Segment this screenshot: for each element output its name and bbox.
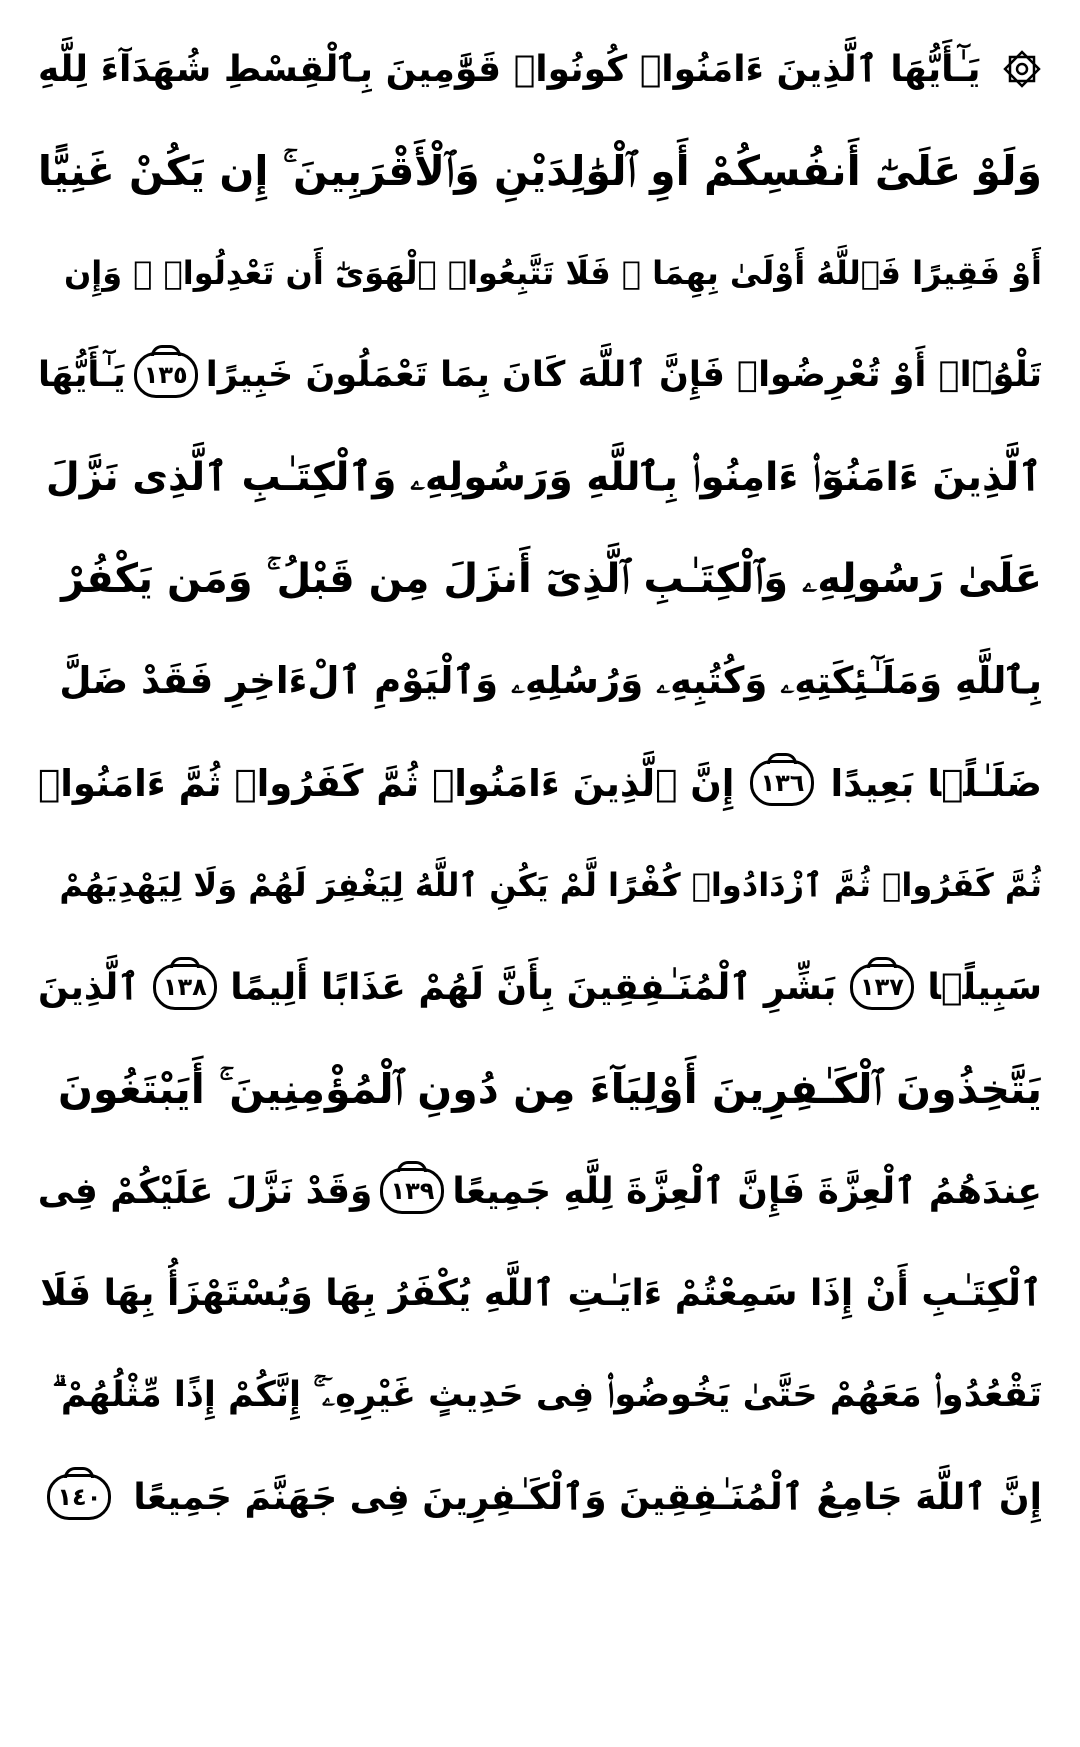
text-line [38, 1344, 1042, 1446]
ayah-number-marker: ١٣٩ [380, 1168, 444, 1214]
text-line [38, 222, 1042, 324]
text-line [38, 936, 1042, 1038]
ayah-number-marker: ١٣٧ [850, 964, 914, 1010]
verse-text: يَتَّخِذُونَ ٱلْكَـٰفِرِينَ أَوْلِيَآءَ مِن دُونِ ٱلْمُؤْمِنِينَ ۚ أَيَبْتَغُونَ [58, 1064, 1042, 1113]
text-line [38, 1446, 1042, 1548]
verse-text: يَـٰٓأَيُّهَا [38, 355, 126, 395]
verse-text: يَـٰٓأَيُّهَا ٱلَّذِينَ ءَامَنُوا۟ كُونُوا۟ قَوَّٰمِينَ بِٱلْقِسْطِ شُهَدَآءَ لِلَّهِ [38, 48, 981, 90]
rub-el-hizb-icon [1002, 49, 1042, 89]
verse-text: وَلَوْ عَلَىٰٓ أَنفُسِكُمْ أَوِ ٱلْوَٰلِدَيْنِ وَٱلْأَقْرَبِينَ ۚ إِن يَكُنْ غَنِيًّا [38, 146, 1042, 195]
verse-text: تَلْوُۥٓا۟ أَوْ تُعْرِضُوا۟ فَإِنَّ ٱللَّهَ كَانَ بِمَا تَعْمَلُونَ خَبِيرًا [205, 355, 1042, 395]
verse-text: عِندَهُمُ ٱلْعِزَّةَ فَإِنَّ ٱلْعِزَّةَ لِلَّهِ جَمِيعًا [452, 1170, 1042, 1212]
verse-text: ٱلَّذِينَ [38, 966, 140, 1008]
text-line [38, 18, 1042, 120]
verse-text: أَوْ فَقِيرًا فَٱللَّهُ أَوْلَىٰ بِهِمَا ۖ فَلَا تَتَّبِعُوا۟ ٱلْهَوَىٰٓ أَن تَعْدِلُوا۟ ۚ وَإِن [63, 254, 1042, 292]
text-line [38, 732, 1042, 834]
verse-text: سَبِيلًۢا [927, 966, 1042, 1008]
ayah-number-marker: ١٤٠ [47, 1474, 111, 1520]
verse-text: وَقَدْ نَزَّلَ عَلَيْكُمْ فِى [38, 1170, 373, 1212]
ayah-number-marker: ١٣٥ [134, 352, 198, 398]
text-line [38, 1140, 1042, 1242]
verse-text: عَلَىٰ رَسُولِهِۦ وَٱلْكِتَـٰبِ ٱلَّذِىٓ أَنزَلَ مِن قَبْلُ ۚ وَمَن يَكْفُرْ [61, 556, 1042, 602]
text-line [38, 1242, 1042, 1344]
verse-text: ثُمَّ كَفَرُوا۟ ثُمَّ ٱزْدَادُوا۟ كُفْرًا لَّمْ يَكُنِ ٱللَّهُ لِيَغْفِرَ لَهُمْ وَلَا لِيَهْدِيَهُمْ [59, 866, 1042, 904]
verse-text: بَشِّرِ ٱلْمُنَـٰفِقِينَ بِأَنَّ لَهُمْ عَذَابًا أَلِيمًا [230, 966, 837, 1008]
verse-text: بِٱللَّهِ وَمَلَـٰٓئِكَتِهِۦ وَكُتُبِهِۦ وَرُسُلِهِۦ وَٱلْيَوْمِ ٱلْءَاخِرِ فَقَدْ ضَلَّ [59, 659, 1042, 702]
text-line [38, 528, 1042, 630]
verse-text: ٱلْكِتَـٰبِ أَنْ إِذَا سَمِعْتُمْ ءَايَـٰتِ ٱللَّهِ يُكْفَرُ بِهَا وَيُسْتَهْزَأُ بِهَا فَلَا [40, 1272, 1042, 1314]
verse-text: ٱلَّذِينَ ءَامَنُوٓا۟ ءَامِنُوا۟ بِٱللَّهِ وَرَسُولِهِۦ وَٱلْكِتَـٰبِ ٱلَّذِى نَزَّلَ [45, 454, 1042, 500]
text-line [38, 120, 1042, 222]
text-line [38, 1038, 1042, 1140]
ayah-number-marker: ١٣٨ [153, 964, 217, 1010]
text-line [38, 630, 1042, 732]
verse-text: إِنَّ ٱلَّذِينَ ءَامَنُوا۟ ثُمَّ كَفَرُوا۟ ثُمَّ ءَامَنُوا۟ [38, 761, 735, 805]
text-line [38, 426, 1042, 528]
verse-text: إِنَّ ٱللَّهَ جَامِعُ ٱلْمُنَـٰفِقِينَ وَٱلْكَـٰفِرِينَ فِى جَهَنَّمَ جَمِيعًا [133, 1476, 1042, 1518]
verse-text: ضَلَـٰلًۢا بَعِيدًا [830, 761, 1042, 805]
ayah-number-marker: ١٣٦ [750, 760, 814, 806]
text-line [38, 834, 1042, 936]
text-line [38, 324, 1042, 426]
verse-lines [38, 18, 1042, 1548]
verse-text: تَقْعُدُوا۟ مَعَهُمْ حَتَّىٰ يَخُوضُوا۟ فِى حَدِيثٍ غَيْرِهِۦٓ ۚ إِنَّكُمْ إِذًا مِّثْلُهُمْ ۗ [52, 1375, 1042, 1415]
